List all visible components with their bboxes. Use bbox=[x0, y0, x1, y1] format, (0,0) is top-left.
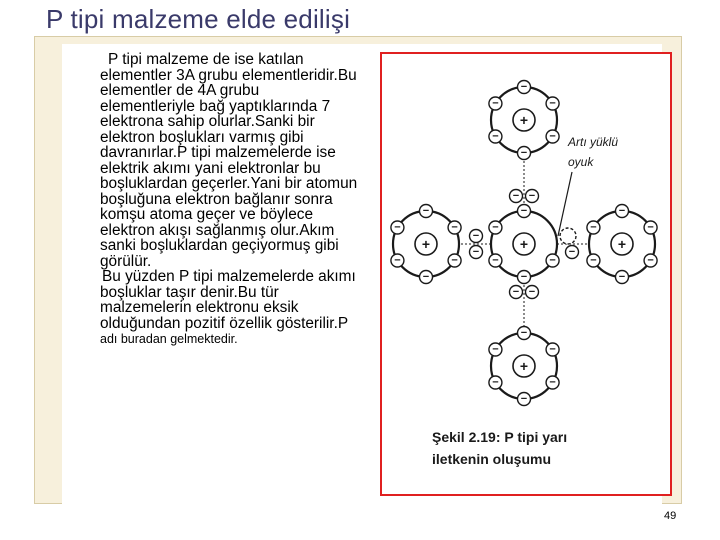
page-number: 49 bbox=[664, 510, 677, 522]
atom-right-electron-3-sign: − bbox=[618, 271, 626, 283]
atom-center-nucleus-sign: + bbox=[519, 236, 529, 252]
atom-top-electron-5-sign: − bbox=[492, 97, 499, 110]
atom-bottom-electron-0-sign: − bbox=[520, 327, 528, 339]
atom-group bbox=[391, 81, 657, 406]
atom-center-electron-5-sign: − bbox=[492, 221, 499, 234]
atom-bottom-nucleus-sign: + bbox=[519, 358, 529, 374]
paragraph-2-main: Bu yüzden P tipi malzemelerde akımı boşluklar taşır denir.Bu tür malzemelerin elektronu eksik olduğundan pozitif özellik gösterilir.P bbox=[100, 268, 356, 332]
slide-title: P tipi malzeme elde edilişi bbox=[46, 4, 351, 34]
paragraph-2 bbox=[100, 269, 358, 348]
atom-right-nucleus-sign: + bbox=[617, 236, 627, 252]
caption-line2: iletkenin oluşumu bbox=[432, 451, 552, 467]
figure-caption bbox=[432, 429, 567, 467]
body-text bbox=[100, 52, 358, 348]
atom-bottom-electron-5-sign: − bbox=[492, 343, 499, 356]
atom-bottom-electron-4-sign: − bbox=[492, 376, 499, 389]
atom-bottom-electron-1-sign: − bbox=[549, 343, 556, 356]
shared-electron-left-a-sign: − bbox=[472, 230, 480, 242]
atom-right-electron-4-sign: − bbox=[590, 254, 597, 267]
hole-marker bbox=[560, 228, 576, 244]
atom-center-electron-2-sign: − bbox=[549, 254, 556, 267]
atom-bottom-electron-2-sign: − bbox=[549, 376, 556, 389]
atom-right-electron-1-sign: − bbox=[647, 221, 654, 234]
atom-top-electron-3-sign: − bbox=[520, 147, 528, 159]
atom-left-electron-2-sign: − bbox=[451, 254, 458, 267]
atom-lattice-diagram bbox=[382, 54, 670, 494]
atom-top-nucleus-sign: + bbox=[519, 112, 529, 128]
shared-electron-bottom-b-sign: − bbox=[528, 286, 536, 298]
paragraph-2-small: adı buradan gelmektedir. bbox=[100, 332, 238, 346]
atom-center-electron-4-sign: − bbox=[492, 254, 499, 267]
hole-label bbox=[558, 135, 618, 236]
shared-electron-top-b-sign: − bbox=[528, 190, 536, 202]
shared-electron-right-b-sign: − bbox=[568, 246, 576, 258]
shared-electron-left-b-sign: − bbox=[472, 246, 480, 258]
atom-right-electron-2-sign: − bbox=[647, 254, 654, 267]
atom-left-electron-5-sign: − bbox=[394, 221, 401, 234]
caption-line1: Şekil 2.19: P tipi yarı bbox=[432, 429, 568, 445]
atom-top-electron-0-sign: − bbox=[520, 81, 528, 93]
atom-left-electron-4-sign: − bbox=[394, 254, 401, 267]
hole-pointer-line bbox=[558, 172, 572, 236]
atom-left-electron-0-sign: − bbox=[422, 205, 430, 217]
figure-p-type-formation bbox=[380, 52, 672, 496]
atom-bottom-electron-3-sign: − bbox=[520, 393, 528, 405]
atom-left-electron-1-sign: − bbox=[451, 221, 458, 234]
atom-top-electron-4-sign: − bbox=[492, 130, 499, 143]
shared-electron-top-a-sign: − bbox=[512, 190, 520, 202]
atom-top-electron-1-sign: − bbox=[549, 97, 556, 110]
atom-left-electron-3-sign: − bbox=[422, 271, 430, 283]
atom-left-nucleus-sign: + bbox=[421, 236, 431, 252]
atom-right-electron-5-sign: − bbox=[590, 221, 597, 234]
atom-center-electron-3-sign: − bbox=[520, 271, 528, 283]
hole-label-line1: Artı yüklü bbox=[568, 135, 619, 149]
atom-center-electron-0-sign: − bbox=[520, 205, 528, 217]
atom-top-electron-2-sign: − bbox=[549, 130, 556, 143]
shared-electron-bottom-a-sign: − bbox=[512, 286, 520, 298]
paragraph-1: P tipi malzeme de ise katılan elementler 3A grubu elementleridir.Bu elementler de 4A grubu elementleriyle bağ yaptıklarında 7 elektrona sahip olurlar.Sanki bir elektron boşlukları varmış gibi davranırlar.P tipi malzemelerde ise elektrik akımı yani elektronlar bu boşluklardan geçerler.Yani bir atomun boşluğuna elektron bağlanır sonra komşu atoma geçer ve böylece elektron akışı sağlanmış olur.Akım sanki boşluklardan geçiyormuş gibi görülür. bbox=[100, 51, 358, 270]
hole-label-line2: oyuk bbox=[568, 155, 594, 169]
atom-right-electron-0-sign: − bbox=[618, 205, 626, 217]
